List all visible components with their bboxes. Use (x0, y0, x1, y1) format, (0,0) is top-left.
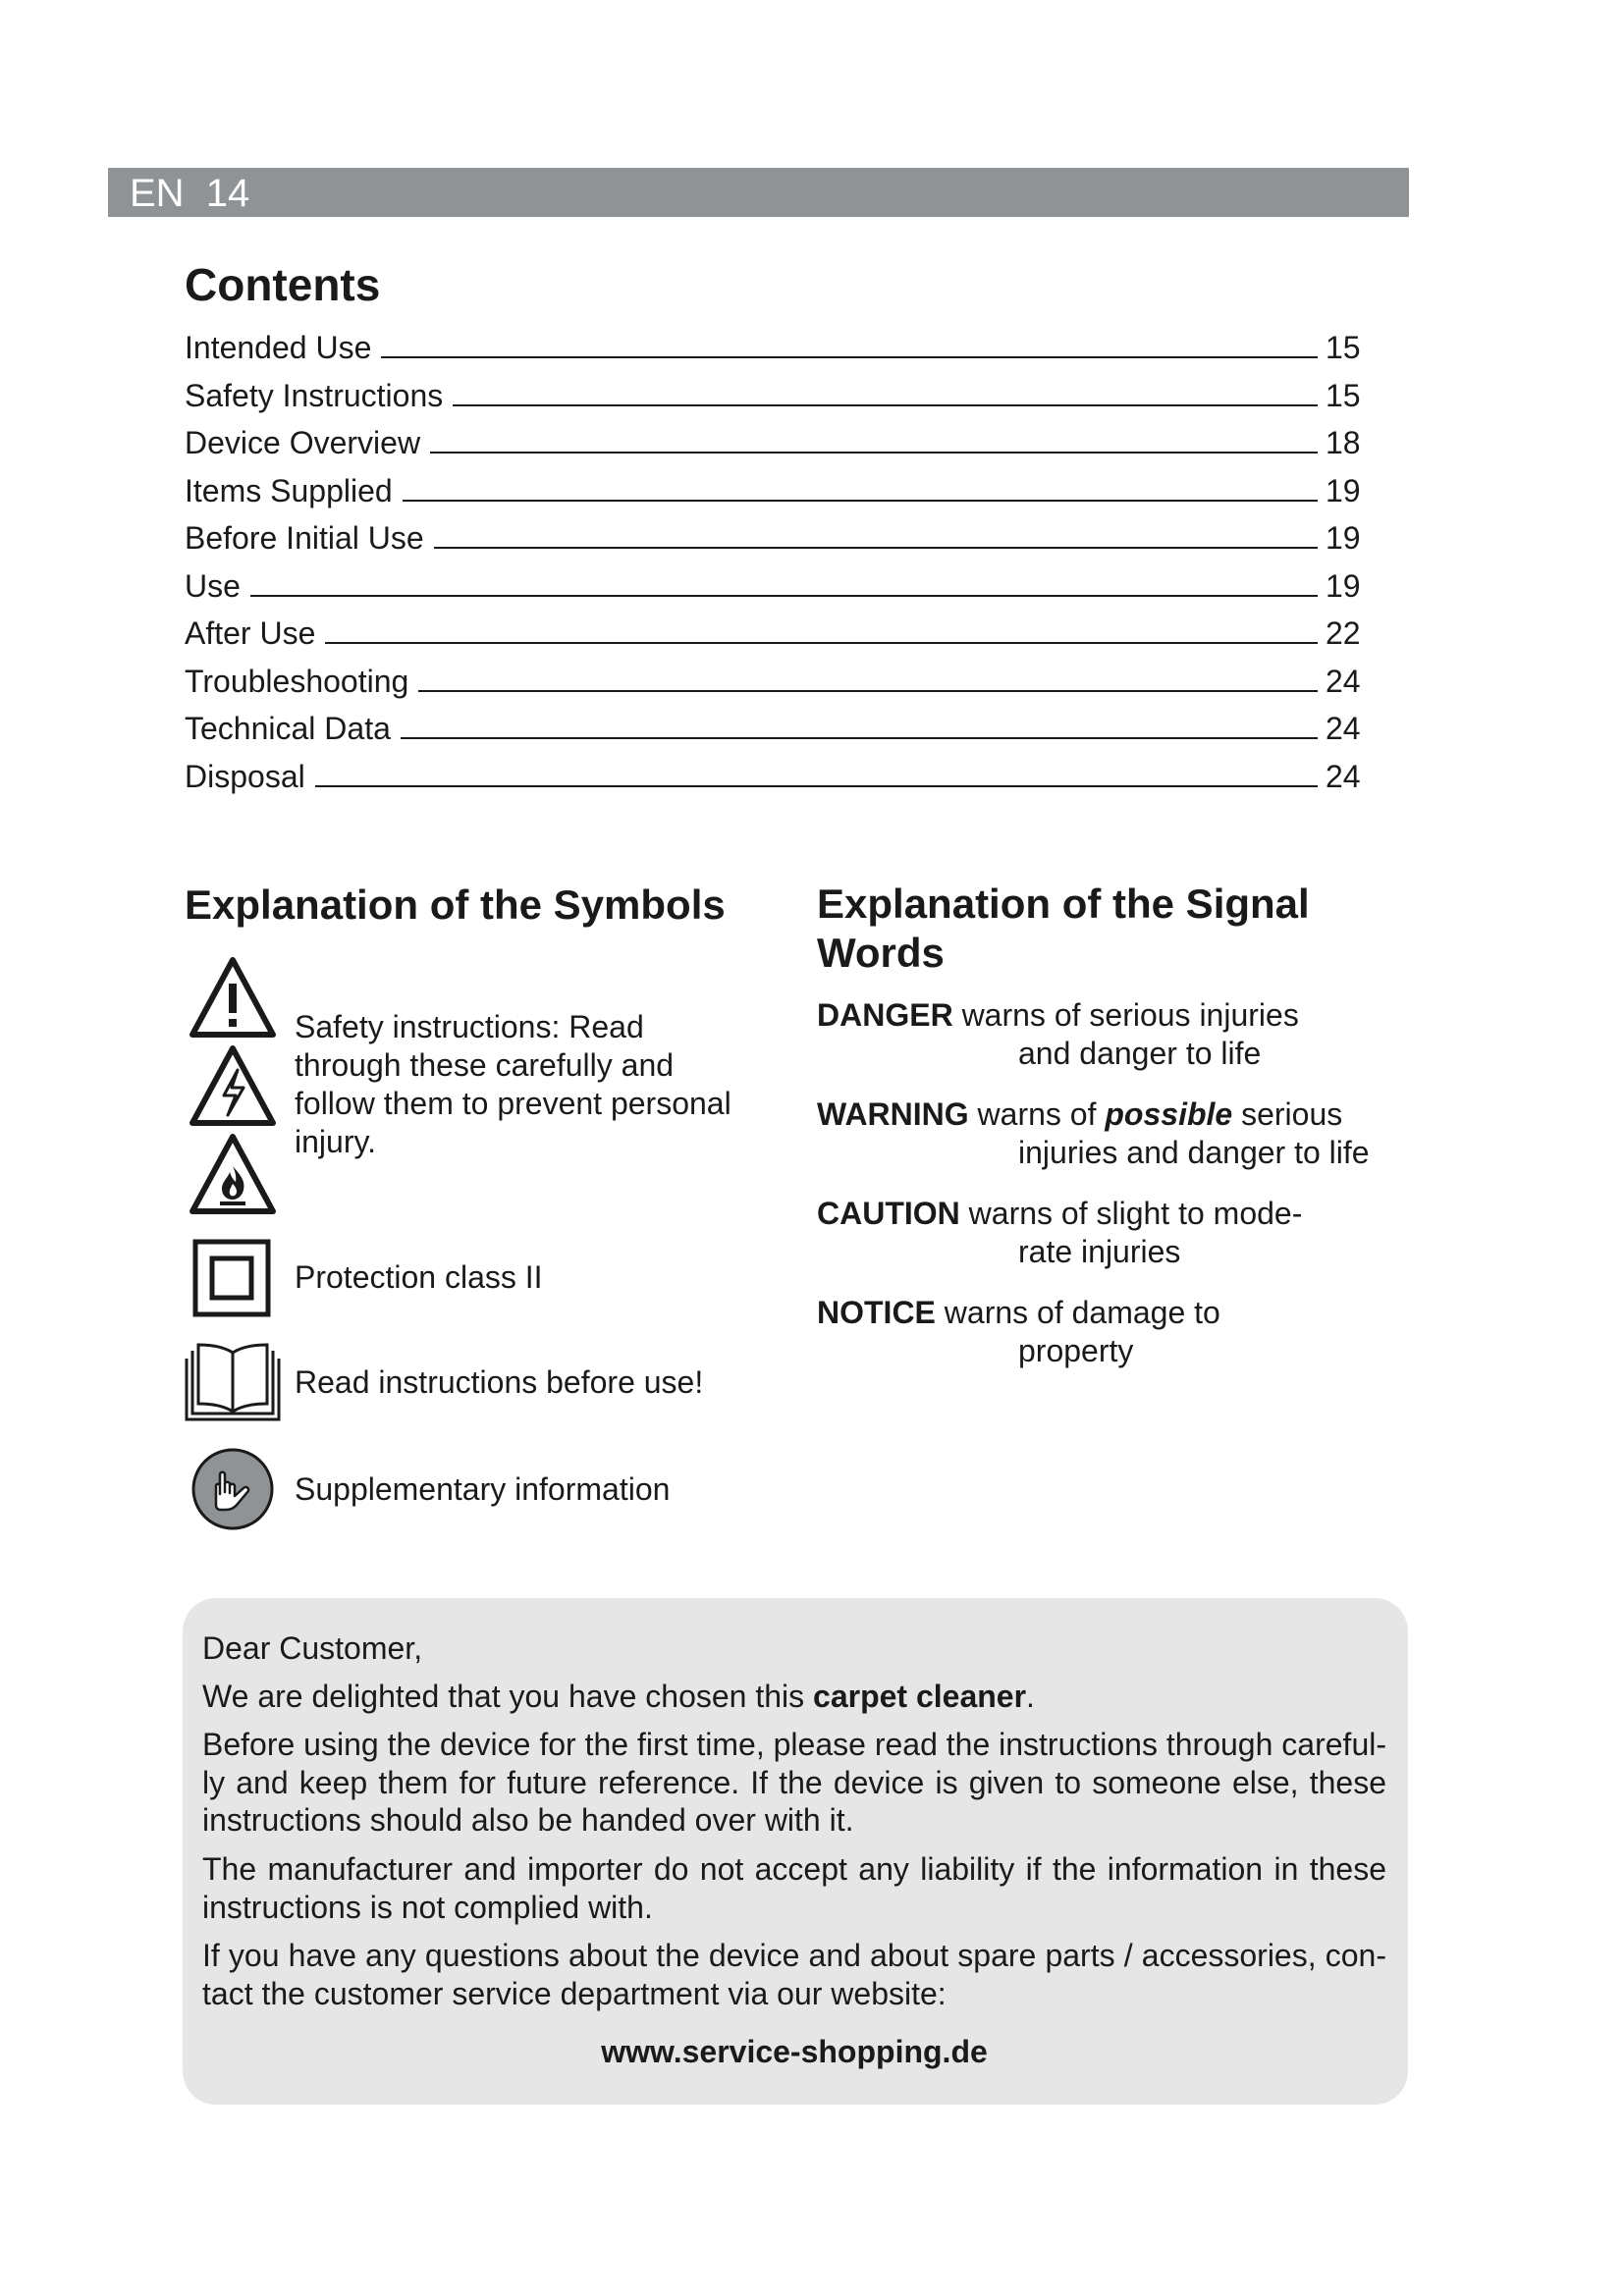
electric-hazard-icon (189, 1044, 277, 1127)
toc-page-number: 19 (1326, 472, 1361, 508)
customer-paragraph-3: The manufacturer and importer do not accept any liability if the information in these instructions is not complied with. (202, 1851, 1386, 1925)
toc-label: After Use (185, 615, 316, 651)
toc-leader-line (453, 403, 1318, 406)
toc-leader-line (434, 546, 1318, 549)
signal-danger (817, 996, 1386, 1073)
toc-entry[interactable] (185, 610, 1375, 658)
signal-text: rate injuries (1018, 1234, 1181, 1269)
toc-label: Device Overview (185, 425, 421, 460)
toc-page-number: 19 (1326, 567, 1361, 604)
toc-leader-line (430, 451, 1318, 454)
safety-text-line: injury. (295, 1124, 376, 1159)
toc-entry[interactable] (185, 562, 1375, 611)
supplementary-info-text: Supplementary information (295, 1471, 671, 1507)
page-header-bar (108, 168, 1409, 217)
toc-entry[interactable] (185, 467, 1375, 515)
toc-entry[interactable] (185, 753, 1375, 801)
signal-notice (817, 1294, 1386, 1370)
protection-class-ii-icon (192, 1239, 271, 1317)
toc-page-number: 24 (1326, 711, 1361, 746)
signal-emphasis: possible (1105, 1096, 1233, 1132)
table-of-contents (185, 324, 1375, 800)
toc-label: Use (185, 567, 241, 604)
signal-text: warns of (968, 1096, 1106, 1132)
signal-text: and danger to life (1018, 1036, 1262, 1071)
signal-word-warning: WARNING (817, 1096, 969, 1132)
signal-word-notice: NOTICE (817, 1295, 936, 1330)
toc-label: Disposal (185, 758, 305, 794)
signal-text: serious (1232, 1096, 1343, 1132)
toc-label: Before Initial Use (185, 520, 424, 556)
page-header-text: EN 14 (130, 172, 250, 215)
toc-leader-line (315, 784, 1318, 787)
toc-leader-line (381, 355, 1318, 358)
toc-page-number: 15 (1326, 377, 1361, 413)
toc-leader-line (418, 689, 1318, 692)
safety-text-line: Safety instructions: Read (295, 1009, 644, 1044)
signal-word-caution: CAUTION (817, 1196, 960, 1231)
toc-page-number: 19 (1326, 520, 1361, 556)
toc-leader-line (401, 736, 1318, 739)
signal-text: warns of slight to mode- (959, 1196, 1303, 1231)
fire-hazard-icon (189, 1133, 277, 1215)
service-website-link[interactable]: www.service-shopping.de (601, 2034, 988, 2069)
safety-instructions-text (295, 1008, 731, 1161)
toc-leader-line (403, 499, 1318, 502)
toc-entry[interactable] (185, 324, 1375, 372)
customer-paragraph-1: We are delighted that you have chosen this carpet cleaner. (202, 1679, 1035, 1714)
toc-page-number: 24 (1326, 663, 1361, 699)
toc-label: Technical Data (185, 711, 391, 746)
toc-label: Items Supplied (185, 472, 393, 508)
toc-label: Intended Use (185, 330, 372, 365)
signal-warning (817, 1095, 1386, 1172)
toc-leader-line (325, 641, 1318, 644)
signal-word-danger: DANGER (817, 997, 953, 1033)
symbols-title: Explanation of the Symbols (185, 881, 726, 928)
signal-words-title: Explanation of the Signal Words (817, 881, 1310, 976)
customer-paragraph-2: Before using the device for the first time, please read the instructions through careful-ly and keep them for future reference. If the device is given to someone else, these instructions should also be handed over with it. (202, 1727, 1386, 1838)
contents-title: Contents (185, 259, 381, 310)
signal-text: injuries and danger to life (1018, 1135, 1370, 1170)
toc-label: Troubleshooting (185, 663, 409, 699)
warning-triangle-icon (189, 956, 277, 1039)
signal-text: property (1018, 1333, 1134, 1368)
toc-entry[interactable] (185, 705, 1375, 753)
protection-class-text: Protection class II (295, 1259, 543, 1295)
toc-page-number: 15 (1326, 330, 1361, 365)
open-book-icon (185, 1341, 281, 1423)
toc-page-number: 22 (1326, 615, 1361, 651)
toc-page-number: 18 (1326, 425, 1361, 460)
toc-entry[interactable] (185, 658, 1375, 706)
signal-text: warns of serious injuries (952, 997, 1299, 1033)
toc-page-number: 24 (1326, 758, 1361, 794)
toc-entry[interactable] (185, 419, 1375, 467)
toc-entry[interactable] (185, 372, 1375, 420)
toc-entry[interactable] (185, 514, 1375, 562)
read-instructions-text: Read instructions before use! (295, 1364, 704, 1400)
toc-label: Safety Instructions (185, 377, 444, 413)
safety-text-line: through these carefully and (295, 1047, 675, 1083)
signal-caution (817, 1195, 1386, 1271)
toc-leader-line (250, 594, 1318, 597)
safety-text-line: follow them to prevent personal (295, 1086, 731, 1121)
signal-text: warns of damage to (935, 1295, 1220, 1330)
customer-greeting: Dear Customer, (202, 1630, 423, 1666)
pointing-hand-icon (189, 1447, 277, 1531)
product-name: carpet cleaner (813, 1679, 1027, 1714)
customer-paragraph-4: If you have any questions about the device and about spare parts / accessories, con-tact the customer service department via our website: (202, 1938, 1386, 2011)
